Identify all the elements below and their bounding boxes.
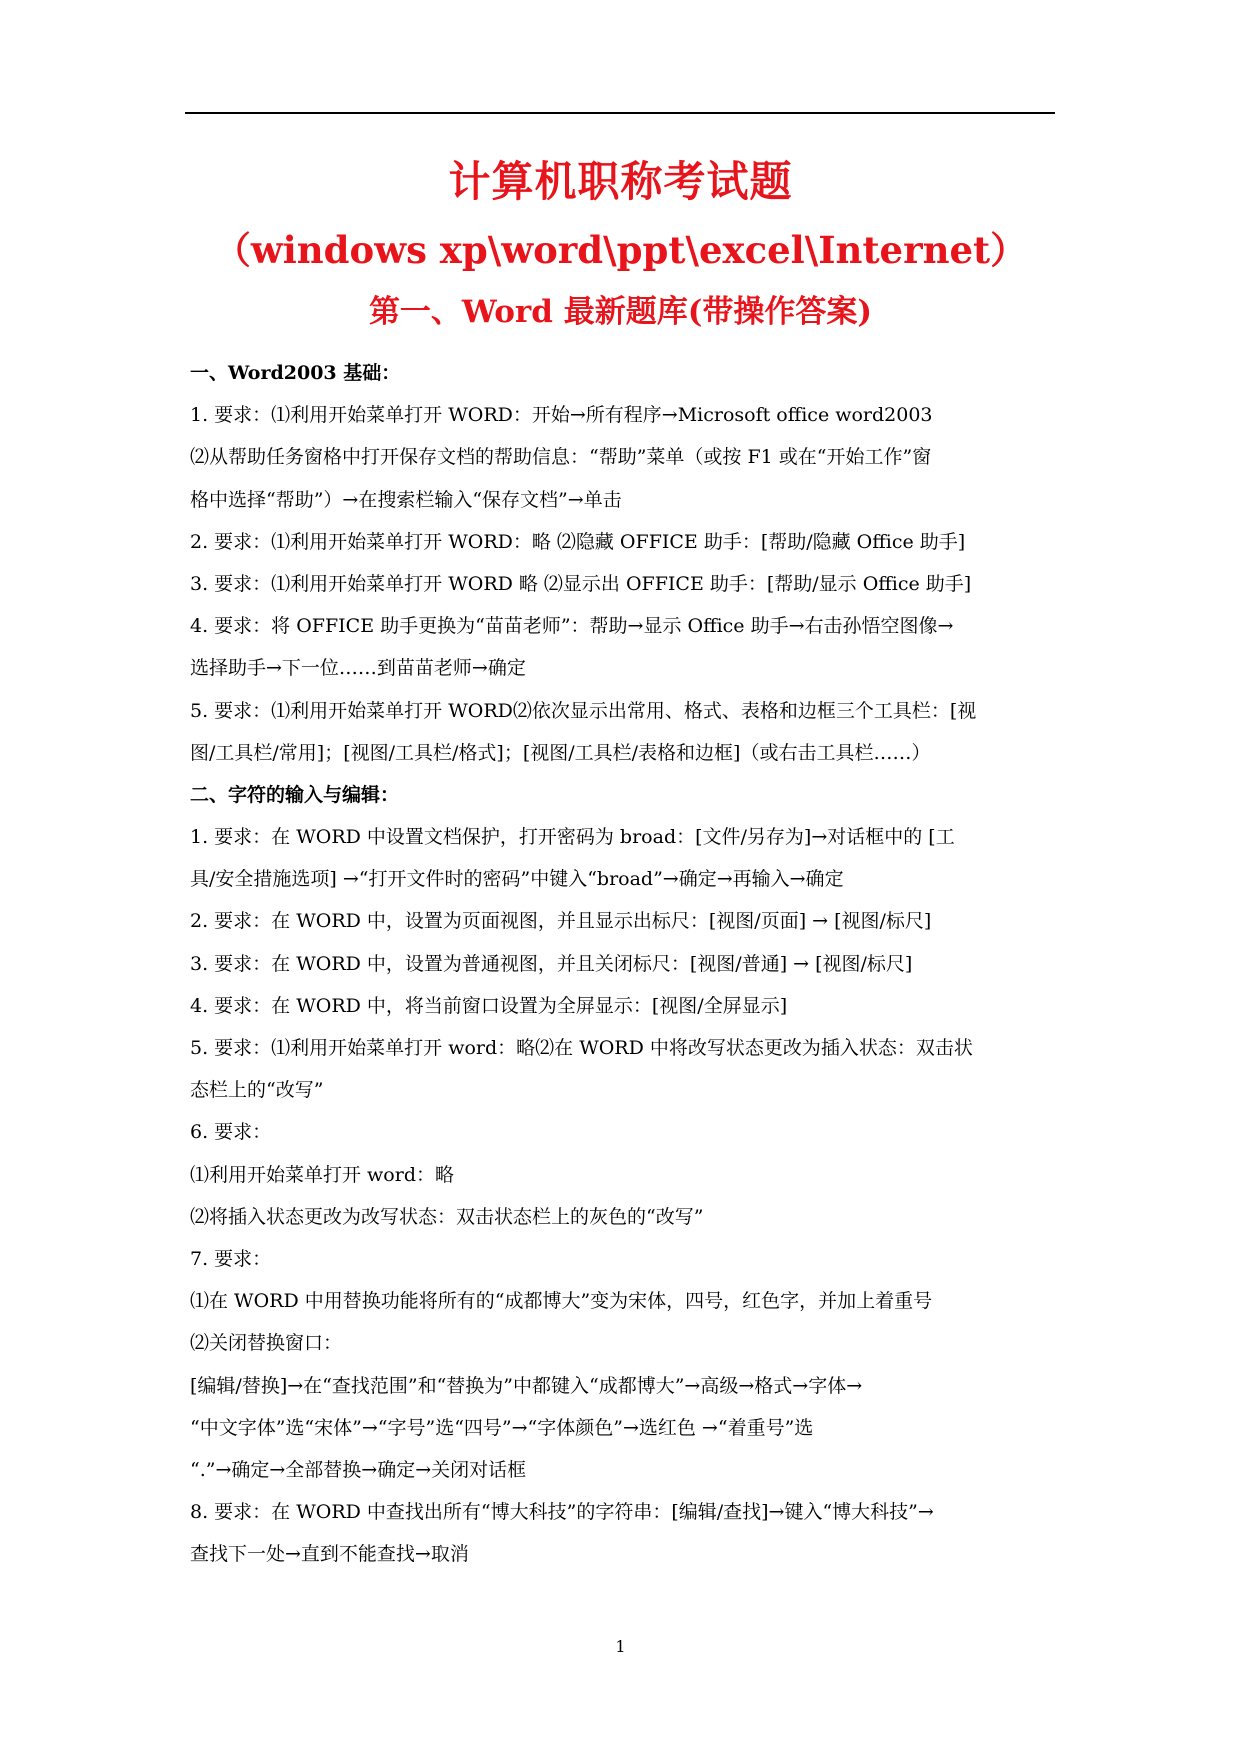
body-line: ⑵从帮助任务窗格中打开保存文档的帮助信息：“帮助”菜单（或按 F1 或在“开始工作”窗 xyxy=(190,446,932,469)
body-line: 具/安全措施选项] →“打开文件时的密码”中键入“broad”→确定→再输入→确定 xyxy=(190,868,844,891)
body-line: 查找下一处→直到不能查找→取消 xyxy=(190,1543,469,1566)
body-line: ⑵将插入状态更改为改写状态：双击状态栏上的灰色的“改写” xyxy=(190,1205,704,1228)
section-heading: 一、Word2003 基础： xyxy=(190,362,401,384)
page-number: 1 xyxy=(615,1637,626,1656)
header-rule xyxy=(185,112,1055,114)
main-title: 计算机职称考试题 xyxy=(448,157,793,206)
body-line: ⑵关闭替换窗口： xyxy=(190,1332,343,1355)
body-line: 3. 要求：在 WORD 中，设置为普通视图，并且关闭标尺：[视图/普通] → [视图/标尺] xyxy=(190,952,913,975)
body-line: 7. 要求： xyxy=(190,1247,272,1270)
body-line: 2. 要求：⑴利用开始菜单打开 WORD：略 ⑵隐藏 OFFICE 助手：[帮助/隐藏 Office 助手] xyxy=(190,530,966,553)
section-heading: 二、字符的输入与编辑： xyxy=(190,783,400,806)
body-line: 格中选择“帮助”）→在搜索栏输入“保存文档”→单击 xyxy=(190,488,622,511)
body-line: “.”→确定→全部替换→确定→关闭对话框 xyxy=(190,1458,527,1481)
body-line: 1. 要求：在 WORD 中设置文档保护，打开密码为 broad：[文件/另存为]→对话框中的 [工 xyxy=(190,826,955,849)
chapter-title: 第一、Word 最新题库(带操作答案) xyxy=(368,294,873,330)
body-line: ⑴利用开始菜单打开 word：略 xyxy=(190,1163,454,1186)
body-line: 5. 要求：⑴利用开始菜单打开 word：略⑵在 WORD 中将改写状态更改为插入状态：双击状 xyxy=(190,1037,973,1059)
body-line: 6. 要求： xyxy=(190,1121,272,1144)
document-body xyxy=(190,352,1070,1575)
body-line: 4. 要求：将 OFFICE 助手更换为“苗苗老师”：帮助→显示 Office 助手→右击孙悟空图像→ xyxy=(190,615,954,638)
body-line: 4. 要求：在 WORD 中，将当前窗口设置为全屏显示：[视图/全屏显示] xyxy=(190,994,788,1017)
body-line: 1. 要求：⑴利用开始菜单打开 WORD：开始→所有程序→Microsoft office word2003 xyxy=(190,404,933,427)
body-line: 态栏上的“改写” xyxy=(190,1079,324,1102)
body-line: [编辑/替换]→在“查找范围”和“替换为”中都键入“成都博大”→高级→格式→字体→ xyxy=(190,1374,863,1397)
body-line: 8. 要求：在 WORD 中查找出所有“博大科技”的字符串：[编辑/查找]→键入“博大科技”→ xyxy=(190,1501,934,1524)
body-line: “中文字体”选“宋体”→“字号”选“四号”→“字体颜色”→选红色 →“着重号”选 xyxy=(190,1416,814,1439)
body-line: ⑴在 WORD 中用替换功能将所有的“成都博大”变为宋体，四号，红色字，并加上着重号 xyxy=(190,1290,933,1313)
subtitle: （windows xp\word\ppt\excel\Internet） xyxy=(213,228,1028,272)
body-line: 选择助手→下一位……到苗苗老师→确定 xyxy=(190,657,526,680)
body-line: 5. 要求：⑴利用开始菜单打开 WORD⑵依次显示出常用、格式、表格和边框三个工具栏：[视 xyxy=(190,699,977,722)
body-line: 3. 要求：⑴利用开始菜单打开 WORD 略 ⑵显示出 OFFICE 助手：[帮助/显示 Office 助手] xyxy=(190,572,972,595)
body-line: 图/工具栏/常用]；[视图/工具栏/格式]；[视图/工具栏/表格和边框]（或右击工具栏……） xyxy=(190,741,931,764)
body-line: 2. 要求：在 WORD 中，设置为页面视图，并且显示出标尺：[视图/页面] → [视图/标尺] xyxy=(190,910,932,933)
